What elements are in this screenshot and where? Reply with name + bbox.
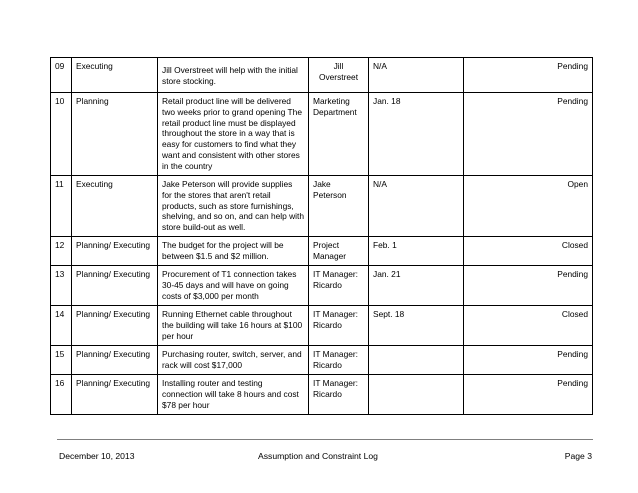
- row-owner: Jill Overstreet: [309, 58, 369, 93]
- row-status: Pending: [464, 265, 593, 305]
- row-owner: IT Manager: Ricardo: [309, 265, 369, 305]
- row-phase: Planning/ Executing: [72, 345, 158, 374]
- row-date: Jan. 18: [369, 93, 464, 176]
- row-status: Pending: [464, 345, 593, 374]
- table-row: [51, 305, 593, 345]
- row-phase: Executing: [72, 58, 158, 93]
- row-phase: Planning/ Executing: [72, 236, 158, 265]
- row-id: 14: [51, 305, 72, 345]
- row-owner: IT Manager: Ricardo: [309, 345, 369, 374]
- row-owner: IT Manager: Ricardo: [309, 305, 369, 345]
- row-status: Open: [464, 176, 593, 237]
- table-row: [51, 345, 593, 374]
- table-row: [51, 93, 593, 176]
- row-description: The budget for the project will be between $1.5 and $2 million.: [158, 236, 309, 265]
- footer-divider: [57, 439, 593, 440]
- row-id: 10: [51, 93, 72, 176]
- row-owner: Jake Peterson: [309, 176, 369, 237]
- row-status: Pending: [464, 58, 593, 93]
- row-id: 13: [51, 265, 72, 305]
- row-phase: Planning/ Executing: [72, 305, 158, 345]
- row-date: Feb. 1: [369, 236, 464, 265]
- row-id: 11: [51, 176, 72, 237]
- footer-page-number: Page 3: [564, 451, 592, 461]
- row-date: [369, 374, 464, 414]
- row-phase: Planning: [72, 93, 158, 176]
- table-row: [51, 58, 593, 93]
- row-status: Closed: [464, 236, 593, 265]
- row-description: Purchasing router, switch, server, and rack will cost $17,000: [158, 345, 309, 374]
- row-status: Pending: [464, 93, 593, 176]
- row-date: N/A: [369, 58, 464, 93]
- row-date: N/A: [369, 176, 464, 237]
- row-owner: IT Manager: Ricardo: [309, 374, 369, 414]
- footer-date: December 10, 2013: [59, 451, 135, 461]
- row-status: Closed: [464, 305, 593, 345]
- row-description: Installing router and testing connection will take 8 hours and cost $78 per hour: [158, 374, 309, 414]
- row-description: Running Ethernet cable throughout the building will take 16 hours at $100 per hour: [158, 305, 309, 345]
- footer-title: Assumption and Constraint Log: [258, 451, 378, 461]
- row-id: 09: [51, 58, 72, 93]
- row-owner: Marketing Department: [309, 93, 369, 176]
- row-description: Jake Peterson will provide supplies for the stores that aren't retail products, such as store furnishings, shelving, and so on, and can help with store build-out as well.: [158, 176, 309, 237]
- row-status: Pending: [464, 374, 593, 414]
- row-phase: Planning/ Executing: [72, 374, 158, 414]
- row-description: Retail product line will be delivered two weeks prior to grand opening The retail product line must be displayed throughout the store in a way that is easy for customers to find what they want and consistent with other stores in the country: [158, 93, 309, 176]
- row-phase: Planning/ Executing: [72, 265, 158, 305]
- row-phase: Executing: [72, 176, 158, 237]
- row-date: [369, 345, 464, 374]
- row-description: Procurement of T1 connection takes 30-45 days and will have on going costs of $3,000 per month: [158, 265, 309, 305]
- table-row: [51, 236, 593, 265]
- assumption-constraint-table: [50, 57, 593, 415]
- table-row: [51, 265, 593, 305]
- row-id: 15: [51, 345, 72, 374]
- table-row: [51, 176, 593, 237]
- row-owner: Project Manager: [309, 236, 369, 265]
- row-date: Jan. 21: [369, 265, 464, 305]
- row-description: Jill Overstreet will help with the initial store stocking.: [158, 58, 309, 93]
- table-row: [51, 374, 593, 414]
- row-id: 12: [51, 236, 72, 265]
- row-id: 16: [51, 374, 72, 414]
- row-date: Sept. 18: [369, 305, 464, 345]
